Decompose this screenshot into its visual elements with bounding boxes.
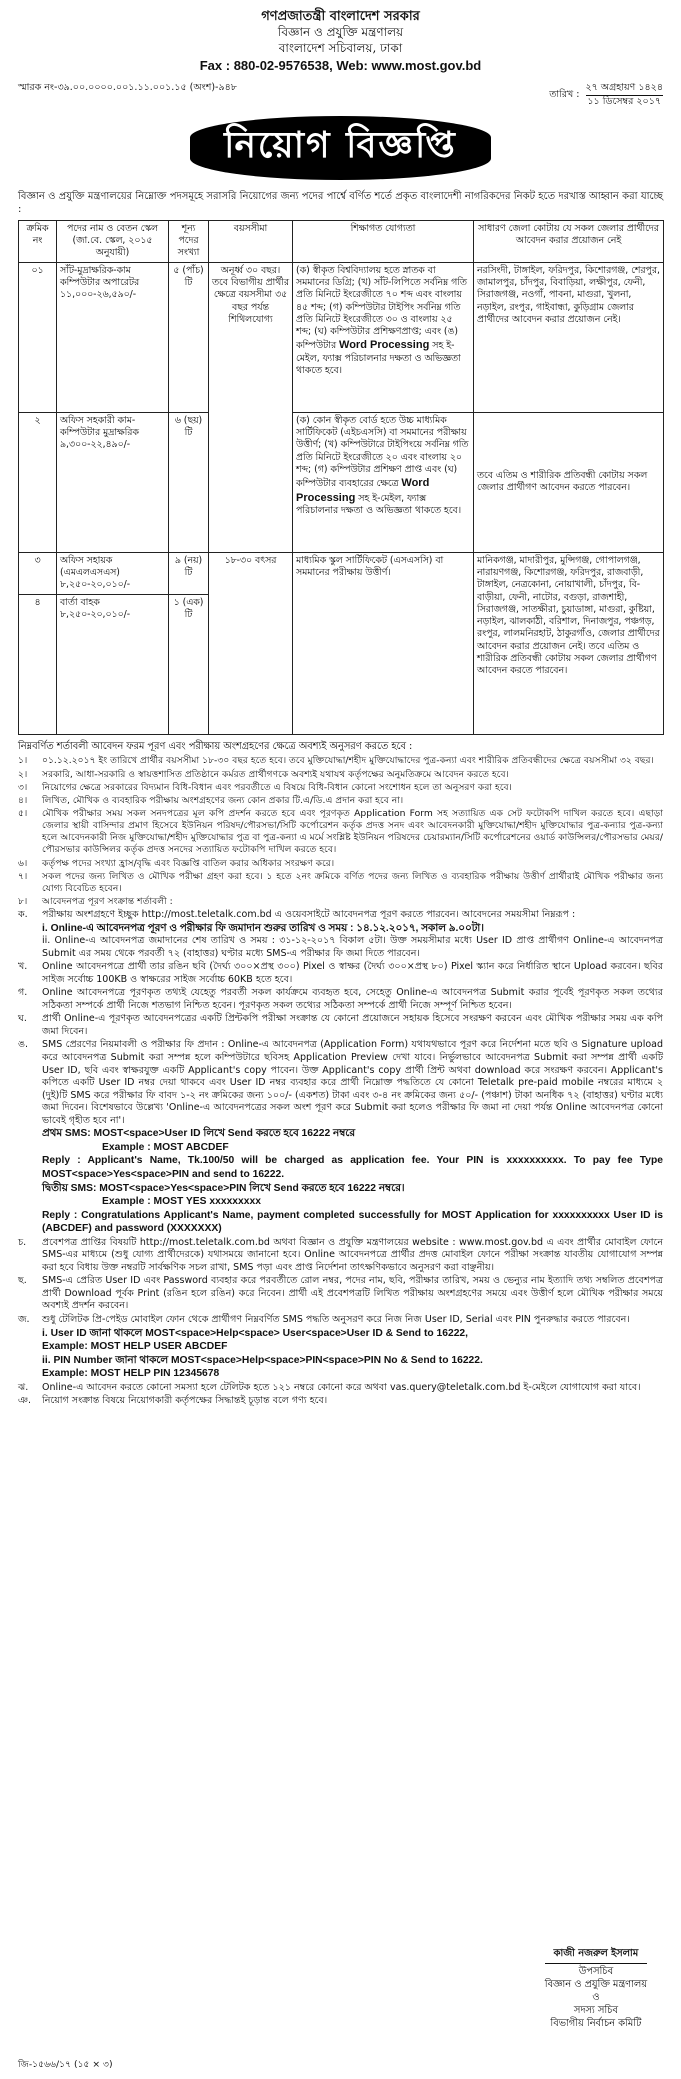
cell-age: অনূর্ধ্ব ৩০ বছর। তবে বিভাগীয় প্রার্থীর ক্ষেত্রে বয়সসীমা ৩৫ বছর পর্যন্ত শিথিলযোগ্য — [209, 262, 293, 552]
date-bengali: ২৭ অগ্রহায়ণ ১৪২৪ — [586, 82, 664, 96]
rule-end-date: ii. Online-এ আবেদনপত্র জমাদানের শেষ তারিখ ও সময় : ৩১-১২-২০১৭ বিকাল ৫টা। উক্ত সময়সীমার মধ্যে User ID প্রাপ্ত প্রার্থীগণ Online-এ আবেদনপত্র Submit এর সময় থেকে পরবর্তী ৭২ (বাহাত্তর) ঘণ্টার মধ্যে SMS-এ পরীক্ষার ফি জমা দিতে পারবেন। — [42, 935, 663, 959]
recruitment-banner: নিয়োগ বিজ্ঞপ্তি — [190, 116, 491, 180]
rule-ga: গ. Online আবেদনপত্রে পূরণকৃত তথ্যই যেহেতু পরবর্তী সকল কার্যক্রমে ব্যবহৃত হবে, সেহেতু Online-এ আবেদনপত্র Submit করার পূর্বেই পূরণকৃত সকল তথ্যের সঠিকতা সম্পর্কে প্রার্থী নিজে শতভাগ নিশ্চিত হবেন। পূরণকৃত সকল তথ্যের সঠিকতা সম্পর্কে প্রার্থী নিজে সম্পূর্ণ নিশ্চিত হবেন। — [18, 987, 663, 1011]
item-number: ৪। — [18, 794, 28, 806]
help-example: Example: MOST HELP USER ABCDEF — [42, 1341, 228, 1353]
signatory-title: উপসচিব — [578, 1966, 614, 1978]
application-rules — [18, 909, 663, 1408]
qualification-software: Word Processing — [339, 339, 430, 352]
cell-age: ১৮-৩০ বৎসর — [209, 552, 293, 734]
cell-serial: ২ — [19, 412, 57, 552]
date-english: ১১ ডিসেম্বর ২০১৭ — [587, 95, 662, 107]
cell-districts: নরসিংদী, টাঙ্গাইল, ফরিদপুর, কিশোরগঞ্জ, শেরপুর, জামালপুর, চাঁদপুর, বিবাড়িয়া, লক্ষীপুর, ফেনী, সিরাজগঞ্জ, নওগাঁ, পাবনা, মাগুরা, খুলনা, নড়াইল, রংপুর, গাইবান্ধা, কুড়িগ্রাম জেলার প্রার্থীদের আবেদন করার প্রয়োজন নেই। — [474, 262, 664, 412]
rule-text: পরীক্ষায় অংশগ্রহণে ইচ্ছুক http://most.teletalk.com.bd এ ওয়েবসাইটে আবেদনপত্র পূরণ করতে পারবেন। আবেদনের সময়সীমা নিম্নরূপ : — [42, 909, 576, 921]
memo-reference: স্মারক নং-৩৯.০০.০০০০.০০১.১১.০০১.১৫ (অংশ)-৯৪৮ — [18, 81, 237, 93]
list-item — [18, 795, 663, 807]
item-text: সরকারি, আধা-সরকারি ও স্বায়ত্তশাসিত প্রতিষ্ঠানে কর্মরত প্রার্থীগণকে অবশ্যই যথাযথ কর্তৃপক্ষের অনুমতিক্রমে আবেদন করতে হবে। — [42, 768, 509, 780]
rule-gha: ঘ. প্রার্থী Online-এ পূরণকৃত আবেদনপত্রের একটি প্রিন্টকপি পরীক্ষা সংক্রান্ত যে কোনো প্রয়োজনে সহায়ক হিসেবে সংরক্ষণ করবেন এবং মৌখিক পরীক্ষার সময় এক কপি জমা দিবেন। — [18, 1013, 663, 1037]
rule-ja: জ. শুধু টেলিটক প্রি-পেইড মোবাইল ফোন থেকে প্রার্থীগণ নিম্নবর্ণিত SMS পদ্ধতি অনুসরণ করে নিজ নিজ User ID, Serial এবং PIN পুনরুদ্ধার করতে পারবেন। i. User ID জানা থাকলে MOST<space>Help<space> User<space>User ID & Send to 16222, Example: MOST HELP USER ABCDEF ii. PIN Number জানা থাকলে MOST<space>Help<space>PIN<space>PIN No & Send to 16222. Example: MOST HELP PIN 12345678 — [18, 1314, 663, 1381]
help-example: Example: MOST HELP PIN 12345678 — [42, 1368, 220, 1380]
cell-post: অফিস সহকারী কাম-কম্পিউটার মুদ্রাক্ষরিক ৯,৩০০-২২,৪৯০/- — [57, 412, 169, 552]
col-serial: ক্রমিক নং — [19, 220, 57, 262]
item-number: ৬। — [18, 857, 28, 869]
cell-qualification: মাধ্যমিক স্কুল সার্টিফিকেট (এসএসসি) বা সমমানের পরীক্ষায় উত্তীর্ণ। — [293, 552, 474, 734]
signature-block — [545, 1948, 647, 2031]
rule-text: Online আবেদনপত্রে পূরণকৃত তথ্যই যেহেতু পরবর্তী সকল কার্যক্রমে ব্যবহৃত হবে, সেহেতু Online-এ আবেদনপত্র Submit করার পূর্বেই পূরণকৃত সকল তথ্যের সঠিকতা সম্পর্কে প্রার্থী নিজে শতভাগ নিশ্চিত হবেন। পূরণকৃত সকল তথ্যের সঠিকতা সম্পর্কে প্রার্থী নিজে সম্পূর্ণ নিশ্চিত হবেন। — [42, 987, 663, 1011]
table-row — [19, 552, 664, 594]
signatory-committee: বিভাগীয় নির্বাচন কমিটি — [550, 2018, 642, 2030]
ministry-name: বিজ্ঞান ও প্রযুক্তি মন্ত্রণালয় — [277, 25, 404, 40]
memo-line — [18, 82, 663, 108]
office-location: বাংলাদেশ সচিবালয়, ঢাকা — [278, 40, 403, 55]
cell-districts: তবে এতিম ও শারীরিক প্রতিবন্ধী কোটায় সকল জেলার প্রার্থীগণ আবেদন করতে পারবেন। — [474, 412, 664, 552]
sms-reply: Reply : Applicant's Name, Tk.100/50 will be charged as application fee. Your PIN is xxxxxxxxxx. To pay fee Type MOST<space>Yes<space>PIN and send to 16222. — [42, 1155, 663, 1180]
col-districts: সাধারণ জেলা কোটায় যে সকল জেলার প্রার্থীদের আবেদন করার প্রয়োজন নেই — [474, 220, 664, 262]
item-number: ২। — [18, 768, 28, 780]
conditions-title: নিম্নবর্ণিত শর্তাবলী আবেদন ফরম পূরণ এবং পরীক্ষায় অংশগ্রহণের ক্ষেত্রে অবশ্যই অনুসরণ করতে হবে : — [18, 740, 413, 752]
sms-first: প্রথম SMS: MOST<space>User ID লিখে Send করতে হবে 16222 নম্বরে — [42, 1128, 356, 1140]
government-name: গণপ্রজাতন্ত্রী বাংলাদেশ সরকার — [261, 9, 420, 24]
list-item — [18, 808, 663, 857]
item-text: মৌখিক পরীক্ষার সময় সকল সনদপত্রের মূল কপি প্রদর্শন করতে হবে এবং পূরণকৃত Application Form সহ সত্যায়িত এক সেট ফটোকপি দাখিল করতে হবে। এছাড়া জেলার স্থায়ী বাসিন্দার প্রমাণ হিসেবে ইউনিয়ন পরিষদ/পৌরসভা/সিটি কর্পোরেশন কর্তৃক প্রদত্ত সনদ এবং আবেদনকারী মুক্তিযোদ্ধা/শহীদ মুক্তিযোদ্ধার পুত্র-কন্যার পুত্র-কন্যা হলে আবেদনকারী নিজ মুক্তিযোদ্ধা/শহীদ মুক্তিযোদ্ধার পুত্র বা পুত্র-কন্যা এ মর্মে সংশ্লিষ্ট ইউনিয়ন পরিষদের চেয়ারম্যান/সিটি কর্পোরেশনের ওয়ার্ড কাউন্সিলর/পৌরসভার মেয়র/পৌরসভার কাউন্সিলর কর্তৃক প্রদত্ত সনদের সত্যায়িত ফটোকপি দাখিল করতে হবে। — [42, 808, 663, 856]
rule-text: SMS-এ প্রেরিত User ID এবং Password ব্যবহার করে পরবর্তীতে রোল নম্বর, পদের নাম, ছবি, পরীক্ষার তারিখ, সময় ও ভেন্যুর নাম ইত্যাদি তথ্য সম্বলিত প্রবেশপত্র প্রার্থী Download পূর্বক Print (রঙিন হলে রঙিন) করে নিবেন। প্রার্থী এই প্রবেশপত্রটি লিখিত পরীক্ষায় অংশগ্রহণের সময়ে এবং উত্তীর্ণ হলে মৌখিক পরীক্ষার সময়ে অবশ্যই প্রদর্শন করবেন। — [42, 1275, 663, 1312]
sms-reply: Reply : Congratulations Applicant's Name, payment completed successfully for MOST Application for xxxxxxxxxx User ID is (ABCDEF) and password (XXXXXXX) — [42, 1209, 663, 1235]
signatory-role: সদস্য সচিব — [573, 2005, 618, 2017]
list-item — [18, 858, 663, 870]
rule-text: Online আবেদনপত্রে প্রার্থী তার রঙিন ছবি (দৈর্ঘ্য ৩০০×প্রস্থ ৩০০) Pixel ও স্বাক্ষর (দৈর্ঘ্য ৩০০×প্রস্থ ৮০) Pixel স্ক্যান করে নির্ধারিত স্থানে Upload করবেন। ছবির সাইজ সর্বোচ্চ 100KB ও স্বাক্ষরের সাইজ সর্বোচ্চ 60KB হতে হবে। — [42, 961, 663, 985]
item-text: লিখিত, মৌখিক ও ব্যবহারিক পরীক্ষায় অংশগ্রহণের জন্য কোন প্রকার টি.এ/ডি.এ প্রদান করা হবে না। — [42, 794, 404, 806]
item-number: ৮। — [18, 895, 28, 907]
cell-vacancy: ৫ (পাঁচ) টি — [169, 262, 209, 412]
memo-date — [549, 82, 663, 108]
cell-vacancy: ৬ (ছয়) টি — [169, 412, 209, 552]
posts-table — [18, 220, 664, 735]
table-row — [19, 262, 664, 412]
list-item — [18, 769, 663, 781]
item-text: সকল পদের জন্য লিখিত ও মৌখিক পরীক্ষা গ্রহণ করা হবে। ১ হতে ২নং ক্রমিকে বর্ণিত পদের জন্য লিখিত ও ব্যবহারিক পরীক্ষায় উত্তীর্ণ প্রার্থীরাই মৌখিক পরীক্ষার জন্য যোগ্য বিবেচিত হবেন। — [42, 870, 663, 894]
cell-post: অফিস সহায়ক (এমএলএসএস) ৮,২৫০-২০,০১০/- — [57, 552, 169, 594]
rule-text: SMS প্রেরণের নিয়মাবলী ও পরীক্ষার ফি প্রদান : Online-এ আবেদনপত্র (Application Form) যথাযথভাবে পূরণ করে নির্দেশনা মতে ছবি ও Signature upload করে আবেদনপত্র Submit করা সম্পন্ন হলে কম্পিউটারে ছবিসহ Application Preview দেখা যাবে। নির্ভুলভাবে আবেদনপত্র Submit করা সম্পন্ন প্রার্থী একটি User ID, ছবি এবং স্বাক্ষরযুক্ত একটি Applicant's copy পাবেন। উক্ত Applicant's copy প্রার্থী প্রিন্ট অথবা download করে সংরক্ষণ করবেন। Applicant's কপিতে একটি User ID নম্বর দেয়া থাকবে এবং User ID নম্বর ব্যবহার করে প্রার্থী নিম্নোক্ত পদ্ধতিতে যে কোনো Teletalk pre-paid mobile নম্বরের মাধ্যমে ২ (দুই)টি SMS করে পরীক্ষার ফি বাবদ ১-২ নং ক্রমিকের জন্য ১০০/- (একশত) টাকা এবং ৩-৪ নং ক্রমিকের জন্য ৫০/- (পঞ্চাশ) টাকা অনধিক ৭২ (বাহাত্তর) ঘণ্টার মধ্যে জমা দিবেন। বিশেষভাবে উল্লেখ্য 'Online-এ আবেদনপত্রের সকল অংশ পূরণ করে Submit করা হলেও পরীক্ষার ফি জমা না দেয়া পর্যন্ত Online আবেদনপত্র কোনো ভাবেই গৃহীত হবে না'। — [42, 1039, 663, 1126]
item-text: আবেদনপত্র পূরণ সংক্রান্ত শর্তাবলী : — [42, 895, 173, 907]
letterhead — [18, 8, 663, 74]
qualification-text-end: সহ ই-মেইল, ফ্যাক্স পরিচালনার দক্ষতা ও অভিজ্ঞতা থাকতে হবে। — [296, 340, 461, 377]
conditions-list — [18, 755, 663, 908]
signatory-name: কাজী নজরুল ইসলাম — [553, 1948, 639, 1960]
cell-qualification — [293, 412, 474, 552]
cell-vacancy: ১ (এক) টি — [169, 594, 209, 734]
sms-example: Example : MOST YES xxxxxxxxx — [102, 1196, 261, 1208]
list-item — [18, 782, 663, 794]
rule-text: শুধু টেলিটক প্রি-পেইড মোবাইল ফোন থেকে প্রার্থীগণ নিম্নবর্ণিত SMS পদ্ধতি অনুসরণ করে নিজ নিজ User ID, Serial এবং PIN পুনরুদ্ধার করতে পারবেন। — [42, 1314, 630, 1326]
footer-code: জি-১৫৬৬/১৭ (১৫ × ৩) — [18, 2058, 113, 2070]
qualification-text-end: সহ ই-মেইল, ফ্যাক্স পরিচালনার দক্ষতা ও অভিজ্ঞতা থাকতে হবে। — [296, 492, 462, 517]
item-text: ০১.১২.২০১৭ ইং তারিখে প্রার্থীর বয়সসীমা ১৮-৩০ বছর হতে হবে। তবে মুক্তিযোদ্ধা/শহীদ মুক্তিযোদ্ধাদের পুত্র-কন্যা এবং শারীরিক প্রতিবন্ধীদের ক্ষেত্রে বয়সসীমা ৩২ বছর। — [42, 755, 654, 767]
rule-ca: চ. প্রবেশপত্র প্রাপ্তির বিষয়টি http://most.teletalk.com.bd অথবা বিজ্ঞান ও প্রযুক্তি মন্ত্রণালয়ের website : www.most.gov.bd এ এবং প্রার্থীর মোবাইল ফোনে SMS-এর মাধ্যমে (শুধু যোগ্য প্রার্থীদেরকে) যথাসময়ে জানানো হবে। Online আবেদনপত্রে প্রার্থীর প্রদত্ত মোবাইল ফোনে পরীক্ষা সংক্রান্ত যাবতীয় যোগাযোগ সম্পন্ন করা হবে বিধায় উক্ত নম্বরটি সার্বক্ষণিক সচল রাখা, SMS পড়া এবং প্রাপ্ত নির্দেশনা তাৎক্ষণিকভাবে অনুসরণ করা বাঞ্ছনীয়। — [18, 1236, 663, 1273]
item-number: ৭। — [18, 870, 28, 882]
rule-text: প্রবেশপত্র প্রাপ্তির বিষয়টি http://most.teletalk.com.bd অথবা বিজ্ঞান ও প্রযুক্তি মন্ত্রণালয়ের website : www.most.gov.bd এ এবং প্রার্থীর মোবাইল ফোনে SMS-এর মাধ্যমে (শুধু যোগ্য প্রার্থীদেরকে) যথাসময়ে জানানো হবে। Online আবেদনপত্রে প্রার্থীর প্রদত্ত মোবাইল ফোনে পরীক্ষা সংক্রান্ত যাবতীয় যোগাযোগ সম্পন্ন করা হবে বিধায় উক্ত নম্বরটি সার্বক্ষণিক সচল রাখা, SMS পড়া এবং প্রাপ্ত নির্দেশনা তাৎক্ষণিকভাবে অনুসরণ করা বাঞ্ছনীয়। — [42, 1236, 663, 1273]
cell-qualification — [293, 262, 474, 412]
intro-paragraph: বিজ্ঞান ও প্রযুক্তি মন্ত্রণালয়ের নিম্নোক্ত পদসমূহে সরাসরি নিয়োগের জন্য পদের পার্শ্বে বর্ণিত শর্তে প্রকৃত বাংলাদেশী নাগরিকদের নিকট হতে দরখাস্ত আহ্বান করা যাচ্ছে : — [18, 190, 663, 215]
qualification-text: (ক) স্বীকৃত বিশ্ববিদ্যালয় হতে স্নাতক বা সমমানের ডিগ্রি; (খ) সাঁট-লিপিতে সর্বনিম্ন গতি প্রতি মিনিটে ইংরেজীতে ৭০ শব্দ এবং বাংলায় ৪৫ শব্দ; (গ) কম্পিউটার টাইপিং সর্বনিম্ন গতি প্রতি মিনিটে ইংরেজীতে ৩০ ও বাংলায় ২৫ শব্দ; (ঘ) কম্পিউটার প্রশিক্ষণপ্রাপ্ত; এবং (ঙ) কম্পিউটার — [296, 264, 467, 352]
list-item — [18, 755, 663, 767]
contact-line: Fax : 880-02-9576538, Web: www.most.gov.bd — [199, 57, 482, 73]
rule-text: Online-এ আবেদন করতে কোনো সমস্যা হলে টেলিটক হতে ১২১ নম্বরে কোনো করে অথবা vas.query@teletalk.com.bd ই-মেইলে যোগাযোগ করা যাবে। — [42, 1381, 641, 1393]
cell-post: বার্তা বাহক ৮,২৫০-২০,০১০/- — [57, 594, 169, 734]
help-pin: ii. PIN Number জানা থাকলে MOST<space>Help<space>PIN<space>PIN No & Send to 16222. — [42, 1354, 483, 1366]
rule-text: প্রার্থী Online-এ পূরণকৃত আবেদনপত্রের একটি প্রিন্টকপি পরীক্ষা সংক্রান্ত যে কোনো প্রয়োজনে সহায়ক হিসেবে সংরক্ষণ করবেন এবং মৌখিক পরীক্ষার সময় এক কপি জমা দিবেন। — [42, 1013, 663, 1037]
cell-serial: ৩ — [19, 552, 57, 594]
cell-serial: ০১ — [19, 262, 57, 412]
item-number: ১। — [18, 755, 28, 767]
rule-uma: ঙ. SMS প্রেরণের নিয়মাবলী ও পরীক্ষার ফি প্রদান : Online-এ আবেদনপত্র (Application Form) যথাযথভাবে পূরণ করে নির্দেশনা মতে ছবি ও Signature upload করে আবেদনপত্র Submit করা সম্পন্ন হলে কম্পিউটারে ছবিসহ Application Preview দেখা যাবে। নির্ভুলভাবে আবেদনপত্র Submit করা সম্পন্ন প্রার্থী একটি User ID, ছবি এবং স্বাক্ষরযুক্ত একটি Applicant's copy পাবেন। উক্ত Applicant's copy প্রার্থী প্রিন্ট অথবা download করে সংরক্ষণ করবেন। Applicant's কপিতে একটি User ID নম্বর দেয়া থাকবে এবং User ID নম্বর ব্যবহার করে প্রার্থী নিম্নোক্ত পদ্ধতিতে যে কোনো Teletalk pre-paid mobile নম্বরের মাধ্যমে ২ (দুই)টি SMS করে পরীক্ষার ফি বাবদ ১-২ নং ক্রমিকের জন্য ১০০/- (একশত) টাকা এবং ৩-৪ নং ক্রমিকের জন্য ৫০/- (পঞ্চাশ) টাকা অনধিক ৭২ (বাহাত্তর) ঘণ্টার মধ্যে জমা দিবেন। বিশেষভাবে উল্লেখ্য 'Online-এ আবেদনপত্রের সকল অংশ পূরণ করে Submit করা হলেও পরীক্ষার ফি জমা না দেয়া পর্যন্ত Online আবেদনপত্র কোনো ভাবেই গৃহীত হবে না'। প্রথম SMS: MOST<space>User ID লিখে Send করতে হবে 16222 নম্বরে Example : MOST ABCDEF Reply : Applicant's Name, Tk.100/50 will be charged as application fee. Your PIN is xxxxxxxxxx. To pay fee Type MOST<space>Yes<space>PIN and send to 16222. দ্বিতীয় SMS: MOST<space>Yes<space>PIN লিখে Send করতে হবে 16222 নম্বরে। Example : MOST YES xxxxxxxxx Reply : Congratulations Applicant's Name, payment completed successfully for MOST Application for xxxxxxxxxx User ID is (ABCDEF) and password (XXXXXXX) — [18, 1039, 663, 1235]
cell-vacancy: ৯ (নয়) টি — [169, 552, 209, 594]
item-text: কর্তৃপক্ষ পদের সংখ্যা হ্রাস/বৃদ্ধি এবং বিজ্ঞপ্তি বাতিল করার অধিকার সংরক্ষণ করে। — [42, 857, 335, 869]
signatory-org: বিজ্ঞান ও প্রযুক্তি মন্ত্রণালয় — [544, 1979, 647, 1991]
rule-nya: ঞ. নিয়োগ সংক্রান্ত বিষয়ে নিয়োগকারী কর্তৃপক্ষের সিদ্ধান্তই চূড়ান্ত বলে গণ্য হবে। — [18, 1395, 663, 1408]
sms-example: Example : MOST ABCDEF — [102, 1141, 229, 1153]
table-row — [19, 412, 664, 552]
rule-text: নিয়োগ সংক্রান্ত বিষয়ে নিয়োগকারী কর্তৃপক্ষের সিদ্ধান্তই চূড়ান্ত বলে গণ্য হবে। — [42, 1395, 328, 1407]
cell-post: সাঁট-মুদ্রাক্ষরিক-কাম কম্পিউটার অপারেটর ১১,০০০-২৬,৫৯০/- — [57, 262, 169, 412]
rule-jha: ঝ. Online-এ আবেদন করতে কোনো সমস্যা হলে টেলিটক হতে ১২১ নম্বরে কোনো করে অথবা vas.query@teletalk.com.bd ই-মেইলে যোগাযোগ করা যাবে। — [18, 1382, 663, 1395]
help-user-id: i. User ID জানা থাকলে MOST<space>Help<space> User<space>User ID & Send to 16222, — [42, 1327, 469, 1339]
date-label: তারিখ : — [549, 88, 580, 100]
rule-start-date: i. Online-এ আবেদনপত্র পূরণ ও পরীক্ষার ফি জমাদান শুরুর তারিখ ও সময় : ১৪.১২.২০১৭, সকাল ৯.০০টা। — [42, 922, 484, 934]
col-qualification: শিক্ষাগত যোগ্যতা — [293, 220, 474, 262]
list-item — [18, 896, 663, 908]
rule-ka: ক. পরীক্ষায় অংশগ্রহণে ইচ্ছুক http://most.teletalk.com.bd এ ওয়েবসাইটে আবেদনপত্র পূরণ করতে পারবেন। আবেদনের সময়সীমা নিম্নরূপ : i. Online-এ আবেদনপত্র পূরণ ও পরীক্ষার ফি জমাদান শুরুর তারিখ ও সময় : ১৪.১২.২০১৭, সকাল ৯.০০টা। ii. Online-এ আবেদনপত্র জমাদানের শেষ তারিখ ও সময় : ৩১-১২-২০১৭ বিকাল ৫টা। উক্ত সময়সীমার মধ্যে User ID প্রাপ্ত প্রার্থীগণ Online-এ আবেদনপত্র Submit এর সময় থেকে পরবর্তী ৭২ (বাহাত্তর) ঘণ্টার মধ্যে SMS-এ পরীক্ষার ফি জমা দিতে পারবেন। — [18, 909, 663, 959]
item-text: নিয়োগের ক্ষেত্রে সরকারের বিদ্যমান বিধি-বিধান এবং পরবর্তীতে এ বিষয়ে বিধি-বিধান কোনো সংশোধন হলে তা অনুসরণ করা হবে। — [42, 781, 512, 793]
rule-kha: খ. Online আবেদনপত্রে প্রার্থী তার রঙিন ছবি (দৈর্ঘ্য ৩০০×প্রস্থ ৩০০) Pixel ও স্বাক্ষর (দৈর্ঘ্য ৩০০×প্রস্থ ৮০) Pixel স্ক্যান করে নির্ধারিত স্থানে Upload করবেন। ছবির সাইজ সর্বোচ্চ 100KB ও স্বাক্ষরের সাইজ সর্বোচ্চ 60KB হতে হবে। — [18, 961, 663, 985]
signatory-and: ও — [592, 1992, 600, 2004]
table-header-row — [19, 220, 664, 262]
col-post: পদের নাম ও বেতন স্কেল (জা.বে. স্কেল, ২০১৫ অনুযায়ী) — [57, 220, 169, 262]
col-age: বয়সসীমা — [209, 220, 293, 262]
qualification-text: (ক) কোন স্বীকৃত বোর্ড হতে উচ্চ মাধ্যমিক সার্টিফিকেট (এইচএসসি) বা সমমানের পরীক্ষায় উত্তীর্ণ; (খ) কম্পিউটারে টাইপিংয়ে সর্বনিম্ন গতি প্রতি মিনিটে ইংরেজীতে ২০ এবং বাংলায় ২০ শব্দ; (গ) কম্পিউটার প্রশিক্ষণ প্রাপ্ত এবং (ঘ) কম্পিউটার ব্যবহারের ক্ষেত্রে — [296, 414, 469, 490]
col-vacancy: শূন্য পদের সংখ্যা — [169, 220, 209, 262]
rule-cha: ছ. SMS-এ প্রেরিত User ID এবং Password ব্যবহার করে পরবর্তীতে রোল নম্বর, পদের নাম, ছবি, পরীক্ষার তারিখ, সময় ও ভেন্যুর নাম ইত্যাদি তথ্য সম্বলিত প্রবেশপত্র প্রার্থী Download পূর্বক Print (রঙিন হলে রঙিন) করে নিবেন। প্রার্থী এই প্রবেশপত্রটি লিখিত পরীক্ষায় অংশগ্রহণের সময়ে এবং উত্তীর্ণ হলে মৌখিক পরীক্ষার সময়ে অবশ্যই প্রদর্শন করবেন। — [18, 1275, 663, 1312]
qualification-software: Word Processing — [296, 477, 430, 504]
item-number: ৩। — [18, 781, 28, 793]
cell-districts: মানিকগঞ্জ, মাদারীপুর, মুন্সিগঞ্জ, গোপালগঞ্জ, নারায়ণগঞ্জ, কিশোরগঞ্জ, ফরিদপুর, রাজবাড়ী, টাঙ্গাইল, নেত্রকোনা, নোয়াখালী, চাঁদপুর, বি-বাড়ীয়া, ফেনী, নাটোর, বগুড়া, রাজশাহী, সিরাজগঞ্জ, সাতক্ষীরা, চুয়াডাঙ্গা, মাগুরা, কুষ্টিয়া, নড়াইল, ঝালকাঠী, বরিশাল, দিনাজপুর, পঞ্চগড়, রংপুর, লালমনিরহাট, ঠাকুরগাঁও, জেলার প্রার্থীদের আবেদন করার প্রয়োজন নেই। তবে এতিম ও শারীরিক প্রতিবন্ধী কোটায় সকল জেলার প্রার্থীগণ আবেদন করতে পারবেন। — [474, 552, 664, 734]
list-item — [18, 871, 663, 895]
cell-serial: ৪ — [19, 594, 57, 734]
item-number: ৫। — [18, 808, 28, 819]
sms-second: দ্বিতীয় SMS: MOST<space>Yes<space>PIN লিখে Send করতে হবে 16222 নম্বরে। — [42, 1182, 405, 1194]
